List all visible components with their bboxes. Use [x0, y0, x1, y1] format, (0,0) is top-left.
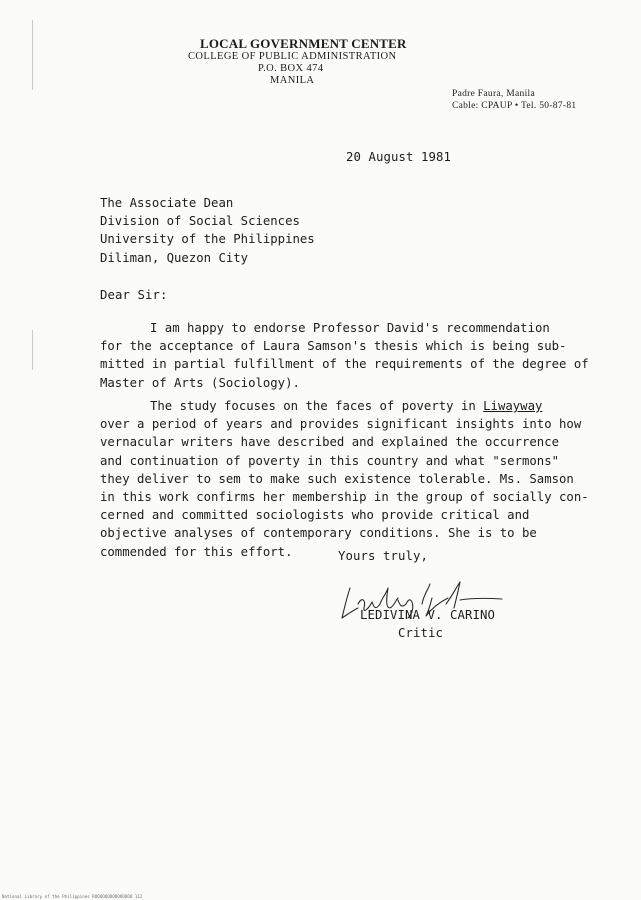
paragraph-line: Master of Arts (Sociology). — [100, 375, 300, 390]
paragraph-line: in this work confirms her membership in the group of socially con- — [100, 490, 589, 505]
paragraph-2 — [100, 397, 589, 561]
letter-date: 20 August 1981 — [346, 150, 452, 164]
salutation: Dear Sir: — [100, 288, 168, 302]
letterhead-city: MANILA — [270, 75, 315, 86]
paragraph-line: for the acceptance of Laura Samson's thesis which is being sub- — [100, 339, 567, 354]
archive-footer: National Library of the Philippines ROOOOOOOOOOOOOOO 112 — [2, 894, 143, 899]
closing: Yours truly, — [338, 549, 429, 563]
address-line: The Associate Dean — [100, 196, 234, 210]
paragraph-line: I am happy to endorse Professor David's recommendation — [150, 321, 550, 335]
paragraph-line: mitted in partial fulfillment of the requirements of the degree of — [100, 357, 589, 372]
letterhead-org: LOCAL GOVERNMENT CENTER — [200, 36, 407, 51]
paragraph-line-prefix: The study focuses on the faces of poverty in — [150, 399, 484, 413]
letterhead-college: COLLEGE OF PUBLIC ADMINISTRATION — [188, 51, 397, 62]
paragraph-1 — [100, 319, 589, 392]
paragraph-line — [100, 397, 589, 415]
paragraph-line: over a period of years and provides significant insights into how — [100, 417, 582, 432]
magazine-title: Liwayway — [483, 399, 543, 413]
margin-mark — [32, 20, 33, 90]
margin-mark — [32, 330, 33, 370]
address-line: Diliman, Quezon City — [100, 250, 249, 265]
paragraph-line: they deliver to sem to make such existence tolerable. Ms. Samson — [100, 471, 574, 486]
paragraph-line: and continuation of poverty in this country and what "sermons" — [100, 453, 560, 468]
letterhead-street: Padre Faura, Manila — [452, 89, 535, 99]
signatory-name: LEDIVINA V. CARINO — [360, 608, 496, 622]
paragraph-line: cerned and committed sociologists who provide critical and — [100, 508, 530, 523]
signatory-title: Critic — [398, 626, 444, 640]
letterhead-cable: Cable: CPAUP • Tel. 50-87-81 — [452, 101, 577, 111]
paragraph-line: vernacular writers have described and explained the occurrence — [100, 435, 560, 450]
letterhead-pobox: P.O. BOX 474 — [258, 63, 324, 74]
paragraph-line: objective analyses of contemporary conditions. She is to be — [100, 526, 537, 541]
address-line: University of the Philippines — [100, 232, 315, 247]
recipient-address — [100, 194, 315, 267]
paragraph-line: commended for this effort. — [100, 544, 293, 559]
address-line: Division of Social Sciences — [100, 214, 300, 229]
